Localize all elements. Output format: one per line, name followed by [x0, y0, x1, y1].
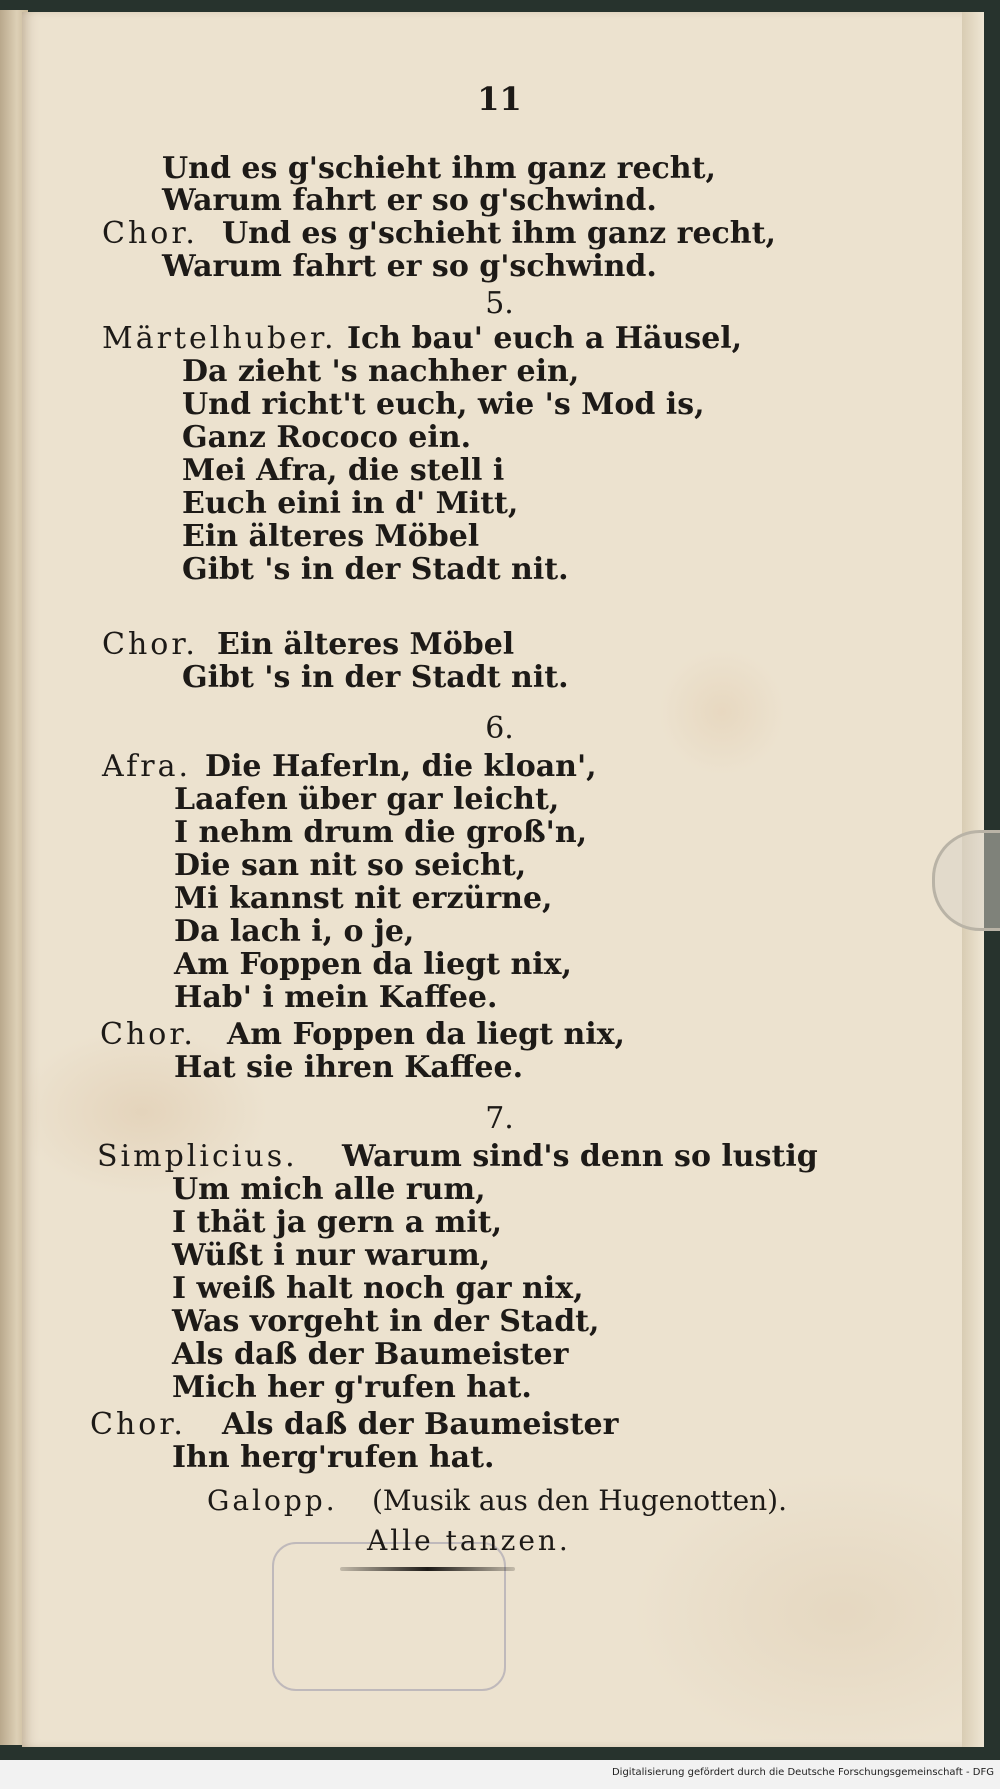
page-text	[22, 12, 977, 1747]
verse-line: Wüßt i nur warum,	[172, 1238, 491, 1273]
footer-credit: Digitalisierung gefördert durch die Deutsche Forschungsgemeinschaft - DFG	[611, 1767, 994, 1778]
stage-direction-dance: Alle tanzen.	[367, 1524, 571, 1557]
verse-line: Mei Afra, die stell i	[182, 453, 505, 488]
verse-line: Hat sie ihren Kaffee.	[174, 1050, 524, 1085]
verse-line: Da zieht 's nachher ein,	[182, 354, 580, 389]
stanza-number: 5.	[485, 286, 514, 321]
verse-line: Mi kannst nit erzürne,	[174, 881, 553, 916]
stanza-number: 6.	[485, 711, 514, 746]
speaker-label: Afra.	[102, 749, 192, 784]
verse-line: Mich her g'rufen hat.	[172, 1370, 532, 1405]
verse-line: Ich bau' euch a Häusel,	[347, 321, 743, 356]
verse-line: Und richt't euch, wie 's Mod is,	[182, 387, 705, 422]
verse-line: Warum fahrt er so g'schwind.	[162, 249, 657, 284]
verse-line: Um mich alle rum,	[172, 1172, 486, 1207]
speaker-label: Chor.	[102, 216, 198, 251]
verse-line: Ihn herg'rufen hat.	[172, 1440, 495, 1475]
stage-direction-music: (Musik aus den Hugenotten).	[372, 1484, 788, 1517]
verse-line: Warum fahrt er so g'schwind.	[162, 183, 657, 218]
verse-line: Gibt 's in der Stadt nit.	[182, 552, 569, 587]
verse-line: Hab' i mein Kaffee.	[174, 980, 498, 1015]
speaker-label: Chor.	[102, 627, 198, 662]
speaker-label: Märtelhuber.	[102, 321, 337, 356]
verse-line: Und es g'schieht ihm ganz recht,	[162, 151, 716, 186]
verse-line: I nehm drum die groß'n,	[174, 815, 588, 850]
speaker-label: Simplicius.	[97, 1139, 298, 1174]
verse-line: Da lach i, o je,	[174, 914, 415, 949]
verse-line: Ein älteres Möbel	[182, 519, 480, 554]
speaker-label: Chor.	[100, 1017, 196, 1052]
verse-line: I weiß halt noch gar nix,	[172, 1271, 584, 1306]
verse-line: Laafen über gar leicht,	[174, 782, 560, 817]
verse-line: Als daß der Baumeister	[172, 1337, 569, 1372]
verse-line: Ein älteres Möbel	[217, 627, 515, 662]
verse-line: Als daß der Baumeister	[222, 1407, 619, 1442]
page-number: 11	[477, 80, 522, 118]
verse-line: Was vorgeht in der Stadt,	[172, 1304, 600, 1339]
verse-line: Euch eini in d' Mitt,	[182, 486, 519, 521]
verse-line: Warum sind's denn so lustig	[342, 1139, 818, 1174]
verse-line: Am Foppen da liegt nix,	[174, 947, 572, 982]
verse-line: Gibt 's in der Stadt nit.	[182, 660, 569, 695]
stage-direction-galopp: Galopp.	[207, 1484, 338, 1517]
stanza-number: 7.	[485, 1101, 514, 1136]
verse-line: Die san nit so seicht,	[174, 848, 527, 883]
speaker-label: Chor.	[90, 1407, 186, 1442]
verse-line: I thät ja gern a mit,	[172, 1205, 503, 1240]
verse-line: Und es g'schieht ihm ganz recht,	[222, 216, 776, 251]
verse-line: Am Foppen da liegt nix,	[227, 1017, 625, 1052]
footer-bar	[0, 1760, 1000, 1789]
verse-line: Die Haferln, die kloan',	[205, 749, 597, 784]
decorative-rule	[340, 1567, 515, 1571]
book-page	[22, 12, 977, 1747]
verse-line: Ganz Rococo ein.	[182, 420, 472, 455]
